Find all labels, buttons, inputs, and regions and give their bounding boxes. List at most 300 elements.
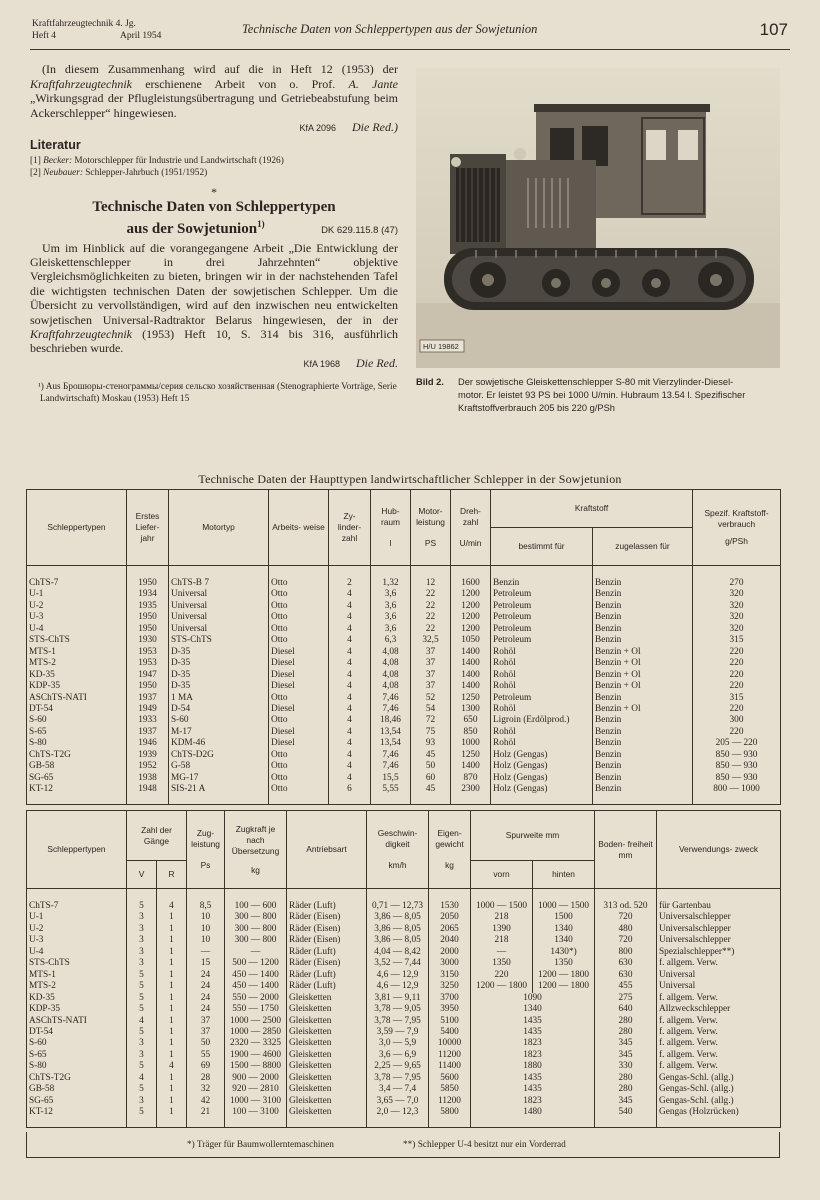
table-cell: 4,04 — 8,42 xyxy=(367,947,429,958)
table-cell: f. allgem. Verw. xyxy=(657,1050,781,1061)
article-footnote: ¹) Aus Брошюры-стенограммы/серия сельско хозяйственная (Stenographierte Vorträge, Serie Landwirtschaft) Moskau (1953) Heft 15 xyxy=(38,382,397,405)
table-cell: ChTS-7 xyxy=(27,889,127,913)
table-cell: Benzin xyxy=(593,693,693,704)
table-cell: 1946 xyxy=(127,738,169,749)
table-cell: 220 xyxy=(693,658,781,669)
table-cell: Gengas-Schl. (allg.) xyxy=(657,1073,781,1084)
table-cell: 6,3 xyxy=(371,635,411,646)
table-cell: M-17 xyxy=(169,727,269,738)
left-column xyxy=(30,62,398,405)
table-cell: 1435 xyxy=(471,1084,595,1095)
table-cell: MTS-1 xyxy=(27,970,127,981)
table-cell: 7,46 xyxy=(371,693,411,704)
col-consumption: Spezif. Kraftstoff- verbrauch g/PSh xyxy=(693,490,781,566)
table-cell: Gengas (Holzrücken) xyxy=(657,1107,781,1127)
article-signature: KfA 1968 Die Red. xyxy=(303,355,398,370)
table-cell: 218 xyxy=(471,935,533,946)
table-cell: Universal xyxy=(169,601,269,612)
table-cell: 1400 xyxy=(451,658,491,669)
table-cell: 1250 xyxy=(451,693,491,704)
table-cell: 4 xyxy=(157,889,187,913)
editor-note-signature: KfA 2096 Die Red.) xyxy=(299,120,398,135)
table-cell: ChTS-B 7 xyxy=(169,566,269,590)
table-cell: 205 — 220 xyxy=(693,738,781,749)
table-cell: Otto xyxy=(269,612,329,623)
table-cell: 10000 xyxy=(429,1038,471,1049)
table-cell: 5 xyxy=(127,993,157,1004)
table-cell: 5 xyxy=(127,889,157,913)
table-cell: U-1 xyxy=(27,912,127,923)
page-header xyxy=(30,18,790,50)
table-cell: 1435 xyxy=(471,1073,595,1084)
table-cell: 1823 xyxy=(471,1050,595,1061)
col2-gears: Zahl der Gänge xyxy=(127,811,187,861)
table-footnote-1: *) Träger für Baumwollerntemaschinen xyxy=(187,1140,334,1150)
table-cell: ChTS-T2G xyxy=(27,750,127,761)
table-cell: Otto xyxy=(269,761,329,772)
table-cell: 11200 xyxy=(429,1050,471,1061)
table-cell: KT-12 xyxy=(27,1107,127,1127)
table-cell: 4,08 xyxy=(371,658,411,669)
col2-reverse: R xyxy=(157,861,187,889)
table-cell: Gengas-Schl. (allg.) xyxy=(657,1084,781,1095)
table-cell: 220 xyxy=(693,727,781,738)
table-cell: 450 — 1400 xyxy=(225,981,287,992)
table-cell: 4 xyxy=(329,727,371,738)
table-cell: 3,6 — 6,9 xyxy=(367,1050,429,1061)
table-cell: 500 — 1200 xyxy=(225,958,287,969)
table-cell: 1950 xyxy=(127,612,169,623)
table-cell: 37 xyxy=(187,1027,225,1038)
table-cell: 5 xyxy=(127,1084,157,1095)
table-cell: GB-58 xyxy=(27,761,127,772)
table-row xyxy=(27,589,781,600)
table-cell: 7,46 xyxy=(371,750,411,761)
table-cell: Gleisketten xyxy=(287,1107,367,1127)
table-cell: 3,6 xyxy=(371,612,411,623)
table-cell: — xyxy=(225,947,287,958)
table-cell: Otto xyxy=(269,589,329,600)
table-cell: Otto xyxy=(269,715,329,726)
col-displacement: Hub- raum l xyxy=(371,490,411,566)
table-cell: Benzin + Öl xyxy=(593,658,693,669)
table-cell: Universal xyxy=(169,589,269,600)
table-row xyxy=(27,889,781,913)
table-cell: 3,52 — 7,44 xyxy=(367,958,429,969)
table-cell: Diesel xyxy=(269,681,329,692)
table-cell: KD-35 xyxy=(27,993,127,1004)
table-cell: Holz (Gengas) xyxy=(491,784,593,804)
table-cell: Universal xyxy=(169,624,269,635)
table-cell: 15,5 xyxy=(371,773,411,784)
table-cell: 1 xyxy=(157,924,187,935)
col2-type: Schleppertypen xyxy=(27,811,127,889)
table-cell: Benzin xyxy=(593,761,693,772)
col2-front: vorn xyxy=(471,861,533,889)
table-cell: 320 xyxy=(693,589,781,600)
table-cell: Benzin xyxy=(593,589,693,600)
table-cell: KDP-35 xyxy=(27,681,127,692)
reference-item: [2] Neubauer: Schlepper-Jahrbuch (1951/1952) xyxy=(30,167,208,178)
table-row xyxy=(27,970,781,981)
table-cell: Räder (Luft) xyxy=(287,981,367,992)
table-cell: 850 — 930 xyxy=(693,761,781,772)
col-engine: Motortyp xyxy=(169,490,269,566)
table-cell: S-60 xyxy=(27,1038,127,1049)
table-cell: 1,32 xyxy=(371,566,411,590)
table-cell: f. allgem. Verw. xyxy=(657,1038,781,1049)
table-cell: 4 xyxy=(329,647,371,658)
table-cell: S-65 xyxy=(27,1050,127,1061)
table-cell: 100 — 3100 xyxy=(225,1107,287,1127)
table-cell: 280 xyxy=(595,1016,657,1027)
table-cell: S-65 xyxy=(27,727,127,738)
table-cell: Petroleum xyxy=(491,635,593,646)
header-meta xyxy=(32,18,161,42)
table-cell: 800 — 1000 xyxy=(693,784,781,804)
table-cell: 630 xyxy=(595,958,657,969)
table-cell: 3,4 — 7,4 xyxy=(367,1084,429,1095)
table-cell: 1435 xyxy=(471,1027,595,1038)
table-cell: 1350 xyxy=(471,958,533,969)
col-cylinders: Zy- linder- zahl xyxy=(329,490,371,566)
table-row xyxy=(27,1050,781,1061)
table-cell: Rohöl xyxy=(491,704,593,715)
literature-list xyxy=(30,155,398,179)
table-cell: KD-35 xyxy=(27,670,127,681)
table-cell: 1000 xyxy=(451,738,491,749)
table-cell: Benzin xyxy=(491,566,593,590)
table-cell: 4 xyxy=(127,1073,157,1084)
reference-item: [1] Becker: Motorschlepper für Industrie und Landwirtschaft (1926) xyxy=(30,155,284,166)
table-cell: 1 xyxy=(157,958,187,969)
table-cell: Universal xyxy=(657,970,781,981)
table-cell: 1200 xyxy=(451,589,491,600)
table-row xyxy=(27,773,781,784)
table-cell: 32 xyxy=(187,1084,225,1095)
table-cell: Benzin xyxy=(593,612,693,623)
table-cell: 1200 — 1800 xyxy=(471,981,533,992)
table-cell: 4 xyxy=(329,750,371,761)
table-cell: D-54 xyxy=(169,704,269,715)
table-cell: 75 xyxy=(411,727,451,738)
table-cell: 5800 xyxy=(429,1107,471,1127)
table-cell: 4 xyxy=(329,681,371,692)
table-cell: 650 xyxy=(451,715,491,726)
table-cell: D-35 xyxy=(169,647,269,658)
table-cell: 2 xyxy=(329,566,371,590)
table-cell: Rohöl xyxy=(491,727,593,738)
table-cell: 450 — 1400 xyxy=(225,970,287,981)
table-cell: Petroleum xyxy=(491,589,593,600)
table-cell: 7,46 xyxy=(371,761,411,772)
table-cell: Holz (Gengas) xyxy=(491,750,593,761)
table-cell: D-35 xyxy=(169,670,269,681)
table-cell: 1947 xyxy=(127,670,169,681)
table-cell: 18,46 xyxy=(371,715,411,726)
table-row xyxy=(27,647,781,658)
table-cell: Gleisketten xyxy=(287,1016,367,1027)
table-cell: 218 xyxy=(471,912,533,923)
figure-label: Bild 2. xyxy=(416,377,444,387)
table-cell: 4 xyxy=(329,738,371,749)
table-cell: 4 xyxy=(329,601,371,612)
table-cell: 3 xyxy=(127,947,157,958)
table-cell: 1 MA xyxy=(169,693,269,704)
header-journal: Kraftfahrzeugtechnik 4. Jg. xyxy=(32,19,136,29)
table-cell: Gengas-Schl. (allg.) xyxy=(657,1096,781,1107)
table-cell: 5400 xyxy=(429,1027,471,1038)
table-cell: 60 xyxy=(411,773,451,784)
table-cell: ASChTS-NATI xyxy=(27,693,127,704)
table-cell: 5100 xyxy=(429,1016,471,1027)
table-cell: Gleisketten xyxy=(287,1061,367,1072)
col2-use: Verwendungs- zweck xyxy=(657,811,781,889)
table-cell: 280 xyxy=(595,1084,657,1095)
table-cell: 1400 xyxy=(451,761,491,772)
table-cell: 220 xyxy=(693,681,781,692)
table-cell: Petroleum xyxy=(491,612,593,623)
table-row xyxy=(27,1096,781,1107)
table-cell: 1200 — 1800 xyxy=(533,970,595,981)
table-cell: 2050 xyxy=(429,912,471,923)
table-cell: 280 xyxy=(595,1027,657,1038)
table-cell: Ligroin (Erdölprod.) xyxy=(491,715,593,726)
table-cell: 1200 xyxy=(451,612,491,623)
table-cell: 52 xyxy=(411,693,451,704)
table-cell: S-60 xyxy=(27,715,127,726)
table-cell: Otto xyxy=(269,601,329,612)
table-cell: 1 xyxy=(157,993,187,1004)
table-cell: MTS-1 xyxy=(27,647,127,658)
table-cell: U-3 xyxy=(27,612,127,623)
table-cell: 3 xyxy=(127,1050,157,1061)
editor-note: (In diesem Zusammenhang wird auf die in Heft 12 (1953) der Kraftfahrzeugtechnik erschienene Arbeit von o. Prof. A. Jante „Wirkungsgrad der Pflugleistungsübertragung und Getriebeabstufung beim Ackerschlepper“ hingewiesen. xyxy=(30,62,398,120)
table-cell: 870 xyxy=(451,773,491,784)
table-cell: f. allgem. Verw. xyxy=(657,958,781,969)
table-cell: ASChTS-NATI xyxy=(27,1016,127,1027)
table-row xyxy=(27,601,781,612)
table-cell: Universalschlepper xyxy=(657,924,781,935)
table-cell: 1948 xyxy=(127,784,169,804)
table-cell: Räder (Luft) xyxy=(287,947,367,958)
table-cell: ChTS-T2G xyxy=(27,1073,127,1084)
table-cell: 550 — 1750 xyxy=(225,1004,287,1015)
table-cell: 1300 xyxy=(451,704,491,715)
col-power: Motor- leistung PS xyxy=(411,490,451,566)
table-cell: S-60 xyxy=(169,715,269,726)
table-cell: Otto xyxy=(269,784,329,804)
table-cell: 1000 — 1500 xyxy=(533,889,595,913)
table-cell: U-3 xyxy=(27,935,127,946)
table-cell: Otto xyxy=(269,750,329,761)
table-cell: 1200 xyxy=(451,624,491,635)
col2-pto: Zug- leistung Ps xyxy=(187,811,225,889)
table-cell: 550 — 2000 xyxy=(225,993,287,1004)
table-cell: f. allgem. Verw. xyxy=(657,1061,781,1072)
table-cell: 1400 xyxy=(451,647,491,658)
table-cell: Benzin xyxy=(593,738,693,749)
table-cell: 1935 xyxy=(127,601,169,612)
table-cell: 5 xyxy=(127,981,157,992)
table-cell: 4 xyxy=(329,624,371,635)
table-cell: D-35 xyxy=(169,658,269,669)
table-row xyxy=(27,750,781,761)
table-cell: 4 xyxy=(329,693,371,704)
table-cell: Benzin xyxy=(593,750,693,761)
table-cell: 13,54 xyxy=(371,727,411,738)
table-cell: Diesel xyxy=(269,738,329,749)
table-cell: 1880 xyxy=(471,1061,595,1072)
table-cell: Universalschlepper xyxy=(657,912,781,923)
table-cell: 55 xyxy=(187,1050,225,1061)
table-cell: 1500 — 8800 xyxy=(225,1061,287,1072)
table-cell: 4 xyxy=(329,715,371,726)
table-cell: 315 xyxy=(693,693,781,704)
table-cell: 455 xyxy=(595,981,657,992)
table-cell: 300 — 800 xyxy=(225,912,287,923)
col-fuel-allowed: zugelassen für xyxy=(593,528,693,566)
table-cell: 37 xyxy=(411,681,451,692)
table-title: Technische Daten der Haupttypen landwirtschaftlicher Schlepper in der Sowjetunion xyxy=(198,472,622,486)
table-cell: 3 xyxy=(127,1038,157,1049)
table-cell: SIS-21 A xyxy=(169,784,269,804)
table-cell: 1950 xyxy=(127,681,169,692)
table-cell: 1090 xyxy=(471,993,595,1004)
table-footnote-2: **) Schlepper U-4 besitzt nur ein Vorderrad xyxy=(403,1140,566,1150)
table-cell: 5600 xyxy=(429,1073,471,1084)
table-cell: GB-58 xyxy=(27,1084,127,1095)
table-cell: 1530 xyxy=(429,889,471,913)
table-cell: 300 xyxy=(693,715,781,726)
table-cell: 1 xyxy=(157,1050,187,1061)
header-date: April 1954 xyxy=(120,31,162,41)
table-cell: 3700 xyxy=(429,993,471,1004)
table-cell: 270 xyxy=(693,566,781,590)
col2-forward: V xyxy=(127,861,157,889)
col-mode: Arbeits- weise xyxy=(269,490,329,566)
table-cell: — xyxy=(187,947,225,958)
table-cell: Holz (Gengas) xyxy=(491,761,593,772)
table-cell: D-35 xyxy=(169,681,269,692)
table-row xyxy=(27,761,781,772)
tractor-illustration xyxy=(416,68,780,368)
table-cell: 1 xyxy=(157,1084,187,1095)
table-cell: Benzin xyxy=(593,566,693,590)
table-cell: 1480 xyxy=(471,1107,595,1127)
photo-stamp: H/U 19862 xyxy=(423,342,459,351)
table-cell: 1934 xyxy=(127,589,169,600)
table-cell: 22 xyxy=(411,612,451,623)
table-cell: 1000 — 1500 xyxy=(471,889,533,913)
table-cell: Benzin + Öl xyxy=(593,704,693,715)
table-cell: 2320 — 3325 xyxy=(225,1038,287,1049)
table-cell: Rohöl xyxy=(491,647,593,658)
table-cell: 22 xyxy=(411,601,451,612)
table-row xyxy=(27,1073,781,1084)
table-cell: — xyxy=(471,947,533,958)
col2-track: Spurweite mm xyxy=(471,811,595,861)
table-cell: Otto xyxy=(269,624,329,635)
table-cell: 320 xyxy=(693,612,781,623)
col-year: Erstes Liefer- jahr xyxy=(127,490,169,566)
table-cell: 4,08 xyxy=(371,681,411,692)
table-cell: 21 xyxy=(187,1107,225,1127)
table-cell: 1937 xyxy=(127,727,169,738)
table-cell: 11200 xyxy=(429,1096,471,1107)
table-cell: f. allgem. Verw. xyxy=(657,993,781,1004)
table-cell: 45 xyxy=(411,784,451,804)
table-cell: 10 xyxy=(187,935,225,946)
table-cell: 3150 xyxy=(429,970,471,981)
table-row xyxy=(27,670,781,681)
table-cell: Benzin xyxy=(593,601,693,612)
table-row xyxy=(27,912,781,923)
table-cell: 5 xyxy=(127,970,157,981)
table-cell: 13,54 xyxy=(371,738,411,749)
table-cell: 22 xyxy=(411,624,451,635)
table-cell: Räder (Eisen) xyxy=(287,912,367,923)
table-cell: 850 xyxy=(451,727,491,738)
table-cell: U-4 xyxy=(27,624,127,635)
table-cell: 5850 xyxy=(429,1084,471,1095)
table-cell: Benzin xyxy=(593,624,693,635)
table-cell: 3,81 — 9,11 xyxy=(367,993,429,1004)
table-cell: 3 xyxy=(127,958,157,969)
table-cell: 280 xyxy=(595,1073,657,1084)
table-cell: 330 xyxy=(595,1061,657,1072)
table-cell: 3,86 — 8,05 xyxy=(367,912,429,923)
table-cell: Gleisketten xyxy=(287,993,367,1004)
col2-weight: Eigen- gewicht kg xyxy=(429,811,471,889)
table-cell: 1000 — 3100 xyxy=(225,1096,287,1107)
table-cell: 1 xyxy=(157,912,187,923)
table-cell: 1 xyxy=(157,1096,187,1107)
table-cell: Benzin + Öl xyxy=(593,681,693,692)
table-cell: DT-54 xyxy=(27,704,127,715)
table-cell: 37 xyxy=(411,647,451,658)
table-row xyxy=(27,1061,781,1072)
table-cell: 5 xyxy=(127,1061,157,1072)
table-cell: 0,71 — 12,73 xyxy=(367,889,429,913)
table-cell: Gleisketten xyxy=(287,1004,367,1015)
table-cell: 3 xyxy=(127,1096,157,1107)
table-cell: Rohöl xyxy=(491,681,593,692)
table-cell: STS-ChTS xyxy=(169,635,269,646)
table-cell: 8,5 xyxy=(187,889,225,913)
table-cell: 4 xyxy=(329,704,371,715)
table-cell: 2040 xyxy=(429,935,471,946)
table-cell: 1200 — 1800 xyxy=(533,981,595,992)
table-cell: MTS-2 xyxy=(27,981,127,992)
table-cell: Räder (Eisen) xyxy=(287,935,367,946)
table-cell: 4 xyxy=(127,1016,157,1027)
table-cell: 220 xyxy=(693,704,781,715)
table-cell: Otto xyxy=(269,773,329,784)
table-cell: 37 xyxy=(411,670,451,681)
table-cell: SG-65 xyxy=(27,773,127,784)
table-cell: 4,08 xyxy=(371,670,411,681)
table-cell: U-1 xyxy=(27,589,127,600)
col-fuel-spec: bestimmt für xyxy=(491,528,593,566)
table-cell: für Gartenbau xyxy=(657,889,781,913)
table-cell: 3,6 xyxy=(371,589,411,600)
table-cell: 850 — 930 xyxy=(693,750,781,761)
table-cell: 4 xyxy=(329,773,371,784)
table-row xyxy=(27,1038,781,1049)
table-cell: 1953 xyxy=(127,658,169,669)
table-cell: Allzweckschlepper xyxy=(657,1004,781,1015)
